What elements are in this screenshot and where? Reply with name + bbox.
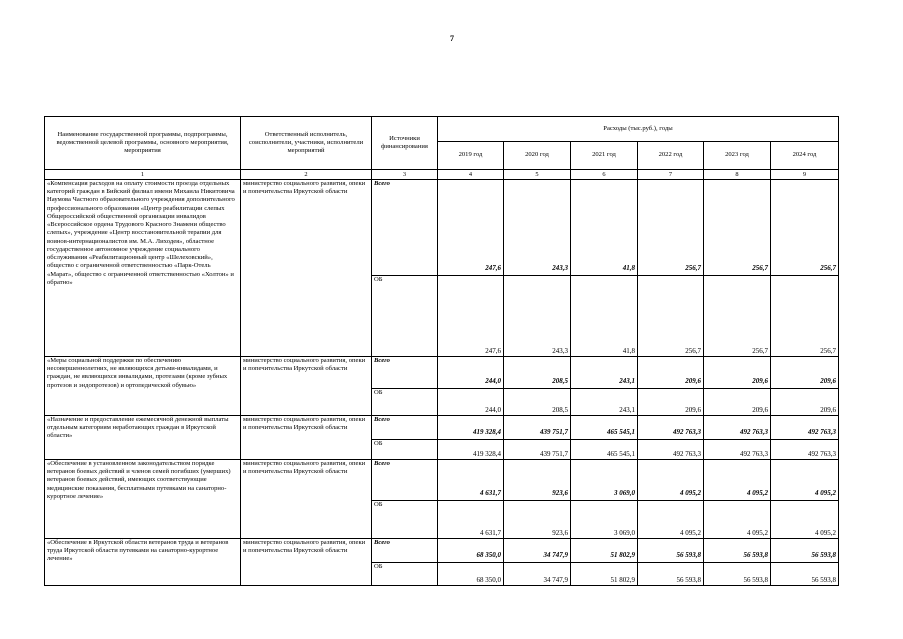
- total-value: 256,7: [771, 180, 839, 276]
- ob-value: 439 751,7: [504, 440, 571, 460]
- source-ob-label: ОБ: [372, 563, 438, 586]
- total-value: 492 763,3: [771, 416, 839, 440]
- column-number: 8: [704, 170, 771, 180]
- header-name: Наименование государственной программы, подпрограммы, ведомственной целевой программы, основного мероприятия, мероприятия: [45, 117, 241, 170]
- ob-value: 3 069,0: [571, 501, 638, 539]
- header-year: 2023 год: [704, 142, 771, 170]
- total-value: 492 763,3: [704, 416, 771, 440]
- table-row: [45, 180, 839, 276]
- ob-value: 56 593,8: [771, 563, 839, 586]
- responsible-executor: министерство социального развития, опеки и попечительства Иркутской области: [241, 539, 372, 586]
- header-year: 2019 год: [438, 142, 504, 170]
- total-value: 256,7: [704, 180, 771, 276]
- ob-value: 492 763,3: [704, 440, 771, 460]
- total-value: 492 763,3: [638, 416, 704, 440]
- total-value: 4 631,7: [438, 460, 504, 501]
- total-value: 4 095,2: [638, 460, 704, 501]
- total-value: 209,6: [638, 357, 704, 389]
- table-row: [45, 357, 839, 389]
- ob-value: 256,7: [638, 276, 704, 357]
- total-value: 244,0: [438, 357, 504, 389]
- total-value: 56 593,8: [704, 539, 771, 563]
- header-sources: Источники финансирования: [372, 117, 438, 170]
- measure-name: «Компенсация расходов на оплату стоимости проезда отдельных категорий граждан в Бийский филиал имени Михаила Никитовича Наумова Частного образовательного учреждения дополнительного профессионального образования «Центр реабилитации слепых Общероссийской общественной организации инвалидов «Всероссийское ордена Трудового Красного Знамени общество слепых», учреждение «Центр восстановительной терапии для воинов-интернационалистов им. М.А. Лиходея», областное государственное автономное учреждение социального обслуживания «Реабилитационный центр «Шелеховский», общество с ограниченной ответственностью «Парк-Отель «Марат», общество с ограниченной ответственностью «Холтон» и обратно»: [45, 180, 241, 357]
- column-number: 7: [638, 170, 704, 180]
- ob-value: 209,6: [638, 389, 704, 416]
- total-value: 465 545,1: [571, 416, 638, 440]
- header-responsible: Ответственный исполнитель, соисполнители, участники, исполнители мероприятий: [241, 117, 372, 170]
- header-year: 2024 год: [771, 142, 839, 170]
- responsible-executor: министерство социального развития, опеки и попечительства Иркутской области: [241, 460, 372, 539]
- budget-table: [44, 116, 839, 586]
- ob-value: 56 593,8: [638, 563, 704, 586]
- total-value: 68 350,0: [438, 539, 504, 563]
- source-ob-label: ОБ: [372, 501, 438, 539]
- source-total-label: Всего: [372, 180, 438, 276]
- ob-value: 923,6: [504, 501, 571, 539]
- column-number: 3: [372, 170, 438, 180]
- ob-value: 243,1: [571, 389, 638, 416]
- ob-value: 244,0: [438, 389, 504, 416]
- total-value: 439 751,7: [504, 416, 571, 440]
- page-number: 7: [450, 34, 454, 43]
- header-year: 2020 год: [504, 142, 571, 170]
- source-ob-label: ОБ: [372, 389, 438, 416]
- total-value: 51 802,9: [571, 539, 638, 563]
- ob-value: 56 593,8: [704, 563, 771, 586]
- total-value: 419 328,4: [438, 416, 504, 440]
- column-number: 6: [571, 170, 638, 180]
- measure-name: «Назначение и предоставление ежемесячной денежной выплаты отдельным категориям неработающих граждан в Иркутской области»: [45, 416, 241, 460]
- ob-value: 247,6: [438, 276, 504, 357]
- column-number: 2: [241, 170, 372, 180]
- column-number: 9: [771, 170, 839, 180]
- ob-value: 243,3: [504, 276, 571, 357]
- total-value: 4 095,2: [704, 460, 771, 501]
- header-year: 2021 год: [571, 142, 638, 170]
- ob-value: 492 763,3: [638, 440, 704, 460]
- total-value: 4 095,2: [771, 460, 839, 501]
- table-row: [45, 539, 839, 563]
- column-number: 1: [45, 170, 241, 180]
- ob-value: 4 631,7: [438, 501, 504, 539]
- ob-value: 492 763,3: [771, 440, 839, 460]
- ob-value: 256,7: [771, 276, 839, 357]
- total-value: 247,6: [438, 180, 504, 276]
- measure-name: «Обеспечение в установленном законодательством порядке ветеранов боевых действий и членов семей погибших (умерших) ветеранов боевых действий, имеющих соответствующие медицинские показания, бесплатными путевками на санаторно-курортное лечение»: [45, 460, 241, 539]
- ob-value: 34 747,9: [504, 563, 571, 586]
- ob-value: 68 350,0: [438, 563, 504, 586]
- ob-value: 41,8: [571, 276, 638, 357]
- source-total-label: Всего: [372, 539, 438, 563]
- ob-value: 51 802,9: [571, 563, 638, 586]
- header-expenses: Расходы (тыс.руб.), годы: [438, 117, 839, 142]
- ob-value: 209,6: [704, 389, 771, 416]
- column-number: 5: [504, 170, 571, 180]
- source-ob-label: ОБ: [372, 276, 438, 357]
- source-total-label: Всего: [372, 460, 438, 501]
- total-value: 56 593,8: [771, 539, 839, 563]
- total-value: 34 747,9: [504, 539, 571, 563]
- ob-value: 208,5: [504, 389, 571, 416]
- total-value: 243,1: [571, 357, 638, 389]
- measure-name: «Обеспечение в Иркутской области ветеранов труда и ветеранов труда Иркутской области путевками на санаторно-курортное лечение»: [45, 539, 241, 586]
- ob-value: 419 328,4: [438, 440, 504, 460]
- total-value: 209,6: [771, 357, 839, 389]
- table-row: [45, 416, 839, 440]
- total-value: 208,5: [504, 357, 571, 389]
- responsible-executor: министерство социального развития, опеки и попечительства Иркутской области: [241, 180, 372, 357]
- responsible-executor: министерство социального развития, опеки и попечительства Иркутской области: [241, 416, 372, 460]
- total-value: 3 069,0: [571, 460, 638, 501]
- ob-value: 4 095,2: [771, 501, 839, 539]
- total-value: 209,6: [704, 357, 771, 389]
- total-value: 923,6: [504, 460, 571, 501]
- total-value: 56 593,8: [638, 539, 704, 563]
- table-row: [45, 460, 839, 501]
- source-ob-label: ОБ: [372, 440, 438, 460]
- ob-value: 209,6: [771, 389, 839, 416]
- header-year: 2022 год: [638, 142, 704, 170]
- ob-value: 4 095,2: [638, 501, 704, 539]
- ob-value: 256,7: [704, 276, 771, 357]
- ob-value: 4 095,2: [704, 501, 771, 539]
- column-number: 4: [438, 170, 504, 180]
- total-value: 41,8: [571, 180, 638, 276]
- source-total-label: Всего: [372, 416, 438, 440]
- ob-value: 465 545,1: [571, 440, 638, 460]
- source-total-label: Всего: [372, 357, 438, 389]
- total-value: 243,3: [504, 180, 571, 276]
- measure-name: «Меры социальной поддержки по обеспечению несовершеннолетних, не являющихся детьми-инвалидами, и граждан, не являющихся инвалидами, протезами (кроме зубных протезов и эндопротезов) и ортопедической обувью»: [45, 357, 241, 416]
- total-value: 256,7: [638, 180, 704, 276]
- responsible-executor: министерство социального развития, опеки и попечительства Иркутской области: [241, 357, 372, 416]
